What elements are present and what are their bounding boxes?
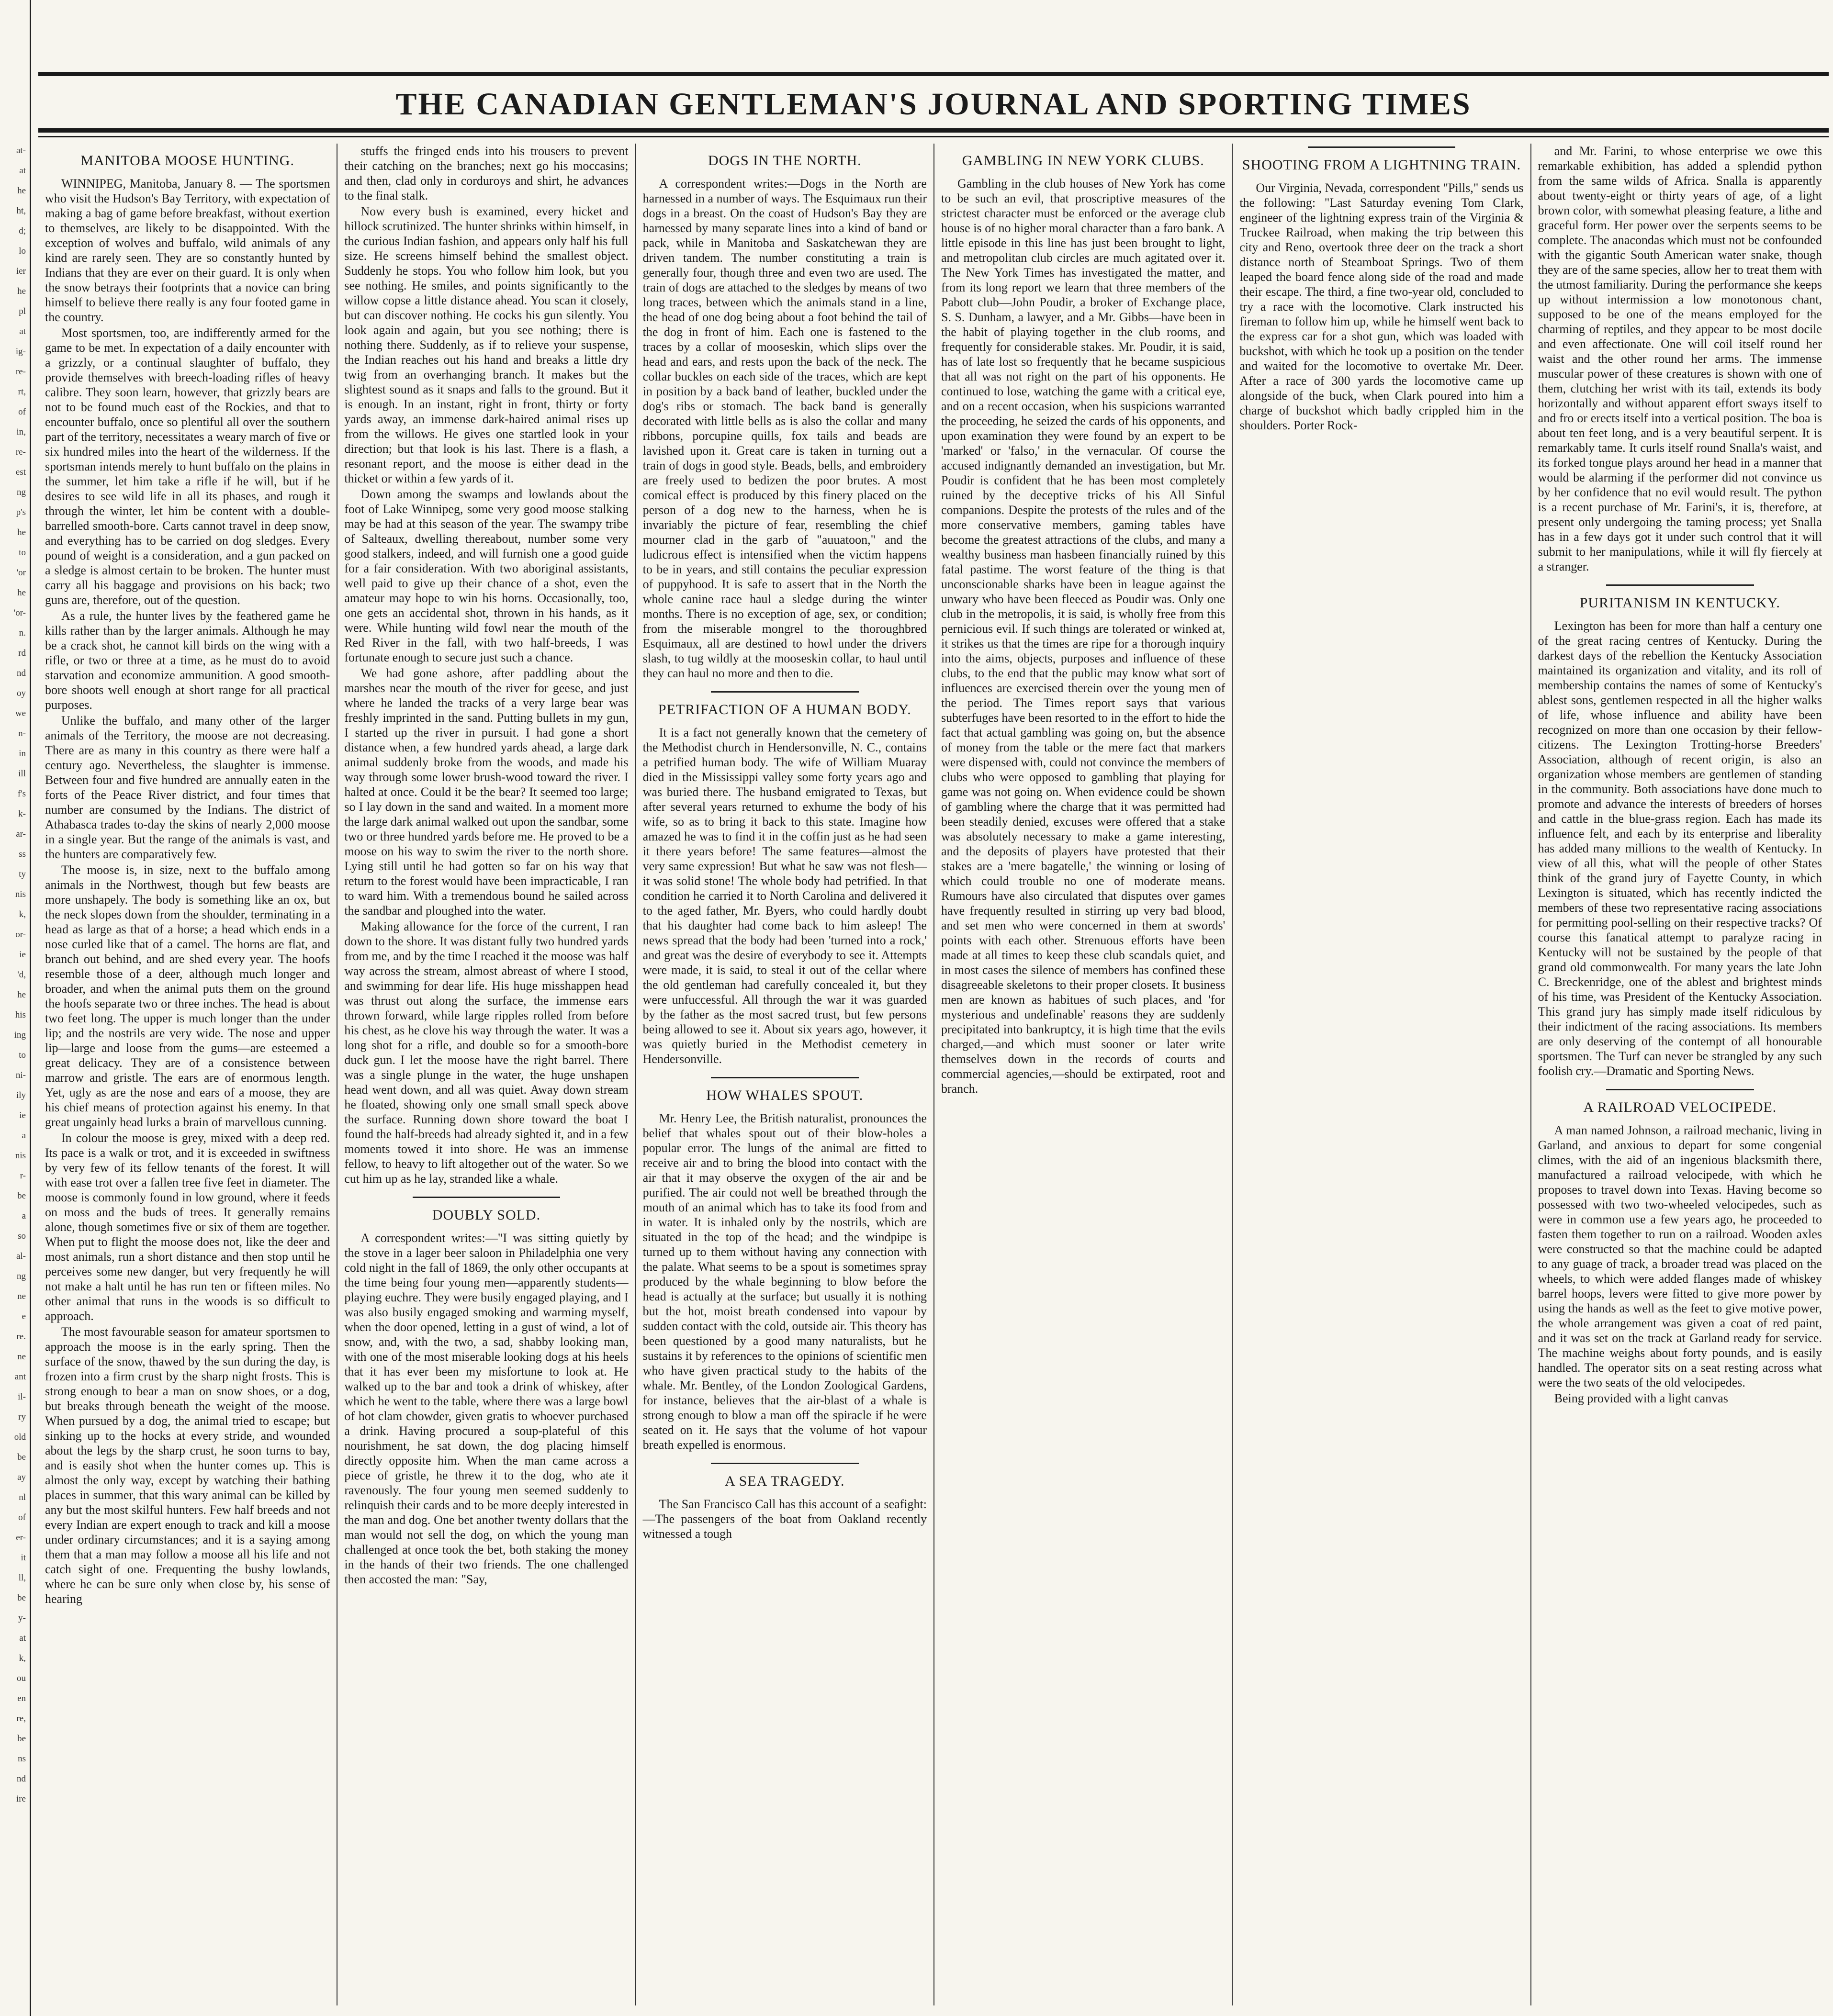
- article-paragraph: Being provided with a light canvas: [1554, 1391, 1728, 1405]
- gutter-fragment: re,: [16, 1714, 26, 1724]
- article-paragraph: The moose is, in size, next to the buffalo among animals in the Northwest, though but few beasts are more unshapely. The body is something like an ox, but the neck slopes down from the shoulder, terminating in a head as large as that of a horse; a head which ends in a nose curled like that of a camel. The horns are flat, and branch out behind, and are shed every year. The hoofs resemble those of a deer, although much longer and broader, and when the animal puts them on the ground the hoofs separate two or three inches. The head is about two feet long. The upper is much longer than the under lip; and the nostrils are very wide. The nose and upper lip—large and loose from the gums—are esteemed a great delicacy. They are of a consistence between marrow and gristle. The ears are of enormous length. Yet, ugly as are the nose and ears of a moose, they are his chief means of protection against his enemy. In that great ungainly head lurks a brain of marvellous cunning.: [45, 863, 330, 1129]
- gutter-fragment: old: [14, 1432, 26, 1442]
- article-paragraph: It is a fact not generally known that the cemetery of the Methodist church in Hendersonville, N. C., contains a petrified human body. The wife of William Muaray died in the Mississippi valley some forty years ago and was buried there. The husband emigrated to Texas, but after several years returned to exhume the body of his wife, so as to bring it back to this state. Imagine how amazed he was to find it in the coffin just as he had seen it there years before! The same features—almost the very same expression! But what he saw was not flesh—it was solid stone! The whole body had petrified. In that condition he carried it to North Carolina and delivered it to the aged father, Mr. Byers, who could hardly doubt that his daughter had come back to him asleep! The news spread that the body had been 'turned into a rock,' and great was the desire of everybody to see it. Attempts were made, it is said, to steal it out of the cellar where the old gentleman had carefully concealed it, but they were unfuccessful. All through the war it was guarded by the father as the most sacred trust, but few persons being allowed to see it. About six years ago, however, it was quietly buried in the Methodist cemetery in Hendersonville.: [642, 726, 927, 1066]
- article-body: [1239, 180, 1523, 433]
- article-paragraph: A man named Johnson, a railroad mechanic, living in Garland, and anxious to depart for some congenial climes, with the aid of an ingenious blacksmith there, manufactured a railroad velocipede, with which he proposes to travel down into Texas. Having become so possessed with two two-wheeled velocipedes, such as were in common use a few years ago, he proceeded to fasten them together to run on a railroad. Wooden axles were constructed so that the machine could be adapted to any guage of track, a broader tread was placed on the wheels, to which were added flanges made of whiskey barrel hoops, levers were fitted to give more power by using the hands as well as the feet to give motive power, the whole arrangement was given a coat of red paint, and it was set on the track at Garland ready for service. The machine weighs about forty pounds, and is easily handled. The operator sits on a seat resting across what were the two seats of the old velocipedes.: [1538, 1123, 1822, 1389]
- article-headline: A RAILROAD VELOCIPEDE.: [1583, 1099, 1777, 1115]
- gutter-fragment: he: [17, 990, 26, 1000]
- gutter-fragment: nd: [17, 1774, 26, 1784]
- gutter-fragment: ne: [17, 1352, 26, 1362]
- gutter-fragment: he: [17, 186, 26, 196]
- gutter-fragment: p's: [16, 507, 26, 517]
- column-4: [933, 144, 1232, 2005]
- article-paragraph: Our Virginia, Nevada, correspondent "Pills," sends us the following: "Last Saturday evening Tom Clark, engineer of the lightning express train of the Virginia & Truckee Railroad, when making the trip between this city and Reno, overtook three deer on the track a short distance north of Steamboat Springs. Two of them leaped the board fence along side of the road and made their escape. The third, a fine two-year old, concluded to try a race with the locomotive. Clark instructed his fireman to follow him up, while he himself went back to the express car for a shot gun, which was loaded with buckshot, with which he took up a position on the tender and waited for the locomotive to overtake Mr. Deer. After a race of 300 yards the locomotive came up alongside of the buck, when Clark poured into him a charge of buckshot which badly crippled him in the shoulders. Porter Rock-: [1239, 181, 1524, 432]
- adjacent-page-gutter: [0, 0, 31, 2016]
- gutter-fragment: er-: [16, 1533, 26, 1543]
- article-paragraph: stuffs the fringed ends into his trousers to prevent their catching on the branches; next go his moccasins; and then, clad only in corduroys and shirt, he advances to the final stalk.: [344, 144, 629, 202]
- article-body: [1538, 144, 1822, 574]
- gutter-fragment: we: [15, 708, 26, 718]
- article-paragraph: The most favourable season for amateur sportsmen to approach the moose is in the early spring. Then the surface of the snow, thawed by the sun during the day, is frozen into a firm crust by the sharp night frosts. This is strong enough to bear a man on snow shoes, or a dog, but breaks through beneath the weight of the moose. When pursued by a dog, the animal tried to escape; but sinking up to the hocks at every stride, and wounded about the legs by the sharp crust, he soon turns to bay, and is easily shot when the hunter comes up. This is almost the only way, except by watching their bathing places in summer, that this wary animal can be killed by any but the most skilful hunters. Few half breeds and not every Indian are expert enough to track and kill a moose under ordinary circumstances; and it is a saying among them that a man may follow a moose all his life and not catch sight of one. Frequenting the bushy lowlands, where he can be sure only when close by, his sense of hearing: [45, 1325, 330, 1606]
- gutter-fragment: nis: [15, 1151, 26, 1161]
- gutter-fragment: ire: [16, 1794, 26, 1804]
- gutter-fragment: he: [17, 588, 26, 598]
- gutter-fragment: his: [15, 1010, 26, 1020]
- gutter-fragment: rd: [18, 648, 26, 658]
- article-headline: HOW WHALES SPOUT.: [706, 1087, 864, 1103]
- gutter-fragment: ill: [18, 769, 26, 779]
- article-paragraph: Gambling in the club houses of New York has come to be such an evil, that proscriptive measures of the strictest character must be enforced or the average club house is of no higher moral character than a faro bank. A little episode in this line has just been brought to light, and metropolitan club circles are much agitated over it. The New York Times has investigated the matter, and from its long report we learn that three members of the Pabott club—John Poudir, a broker of Exchange place, S. S. Dunham, a lawyer, and a Mr. Gibbs—have been in the habit of playing together in the club rooms, and frequently for considerable stakes. Mr. Poudir, it is said, has of late lost so frequently that he became suspicious that all was not right on the part of his opponents. He continued to lose, watching the game with a critical eye, and on a recent occasion, when his suspicions warranted the proceeding, he seized the cards of his opponents, and upon examination they were found by an expert to be 'marked' or 'falso,' in the vernacular. Of course the accused indignantly demanded an investigation, but Mr. Poudir is confident that he has been most completely ruined by the deceptive tricks of his All Sinful companions. Despite the protests of the rules and of the more conservative members, gaming tables have become the greatest attractions of the clubs, and many a wealthy business man hasbeen financially ruined by this fatal pastime. The worst feature of the thing is that unconscionable sharks have been in league against the unwary who have been fleeced as Poudir was. Only one club in the metropolis, it is said, is wholly free from this pernicious evil. If such things are tolerated or winked at, it strikes us that the times are ripe for a thorough inquiry into the aims, objects, purposes and influence of these clubs, to the end that the public may know what sort of influences are exercised therein over the young men of the period. The Times report says that various subterfuges have been resorted to in the effort to hide the fact that actual gambling was going on, but the absence of money from the table or the mere fact that markers were dispensed with, could not convince the members of clubs who were opposed to gambling that playing for game was not going on. When evidence could be shown of gambling where the charge that it was permitted had been steadily denied, excuses were offered that a stake was absolutely necessary to make a game interesting, and the deposits of players have protested that their stakes are a 'mere bagatelle,' the winning or losing of which could trouble no one of moderate means. Rumours have also circulated that disputes over games have frequently resulted in stirring up very bad blood, and set men who were concerned in them at swords' points with each other. Strenuous efforts have been made at all times to keep these club scandals quiet, and in most cases the silence of members has confined these disagreeable skeletons to their proper closets. It business men are known as habitues of such places, and 'for mysterious and undefinable' reasons they are suddenly precipitated into bankruptcy, it is high time that the evils charged,—and which must sooner or later write themselves down in the records of courts and commercial agencies,—should be extirpated, root and branch.: [941, 177, 1226, 1096]
- article-paragraph: Down among the swamps and lowlands about the foot of Lake Winnipeg, some very good moose stalking may be had at this season of the year. The swampy tribe of Salteaux, dwelling thereabout, number some very good stalkers, indeed, and will furnish one a good guide for a fair consideration. With two aboriginal assistants, well paid to give up their chance of a shot, even the amateur may hope to win his horns. Occasionally, too, one gets an accidental shot, thrown in his hands, as it were. While hunting wild fowl near the mouth of the Red River in the fall, with two half-breeds, I was fortunate enough to secure just such a chance.: [344, 487, 629, 664]
- gutter-fragment: il-: [18, 1392, 26, 1402]
- article-divider: [413, 1197, 561, 1198]
- gutter-fragment: ou: [17, 1673, 26, 1683]
- gutter-fragment: ll,: [18, 1573, 26, 1583]
- article-paragraph: Lexington has been for more than half a century one of the great racing centres of Kentucky. During the darkest days of the rebellion the Kentucky Association maintained its organization and vitality, and its roll of membership contains the names of some of Kentucky's ablest sons, gentlemen respected in all the higher walks of life, whose influence and ability have been recognized on more than one occasion by their fellow-citizens. The Lexington Trotting-horse Breeders' Association, although of recent origin, is also an organization whose members are gentlemen of standing in the community. Both associations have done much to promote and advance the interests of breeders of horses and cattle in the blue-grass region. Each has made its influence felt, and each by its enterprise and liberality has added many millions to the wealth of Kentucky. In view of all this, what will the people of other States think of the grand jury of Fayette County, in which Lexington is situated, which has recently indicted the members of these two representative racing associations for permitting pool-selling on their respective tracks? Of course this fanatical attempt to paralyze racing in Kentucky will not be sustained by the people of that grand old commonwealth. For many years the late John C. Breckenridge, one of the ablest and brightest minds of his time, was President of the Kentucky Association. This grand jury has simply made itself ridiculous by their indictment of the racing associations. Its members are only deserving of the contempt of all honourable sportsmen. The Turf can never be strangled by any such foolish cry.—Dramatic and Sporting News.: [1538, 619, 1822, 1078]
- gutter-fragment: ht,: [16, 206, 26, 216]
- gutter-fragment: at: [19, 1633, 26, 1643]
- gutter-fragment: ss: [19, 849, 26, 859]
- column-3: [635, 144, 933, 2005]
- gutter-fragment: pl: [19, 306, 26, 316]
- article-body: [344, 1231, 628, 1587]
- gutter-fragment: ier: [16, 266, 26, 276]
- gutter-fragment: ant: [14, 1372, 26, 1382]
- gutter-fragment: en: [17, 1693, 26, 1703]
- gutter-fragment: be: [17, 1734, 26, 1744]
- gutter-fragment: d;: [19, 226, 26, 236]
- masthead-bottom-rule-thin: [38, 136, 1829, 137]
- gutter-fragment: of: [18, 407, 26, 417]
- gutter-fragment: in,: [16, 427, 26, 437]
- gutter-fragment: be: [17, 1452, 26, 1462]
- gutter-fragment: or-: [15, 930, 26, 940]
- article-paragraph: We had gone ashore, after paddling about the marshes near the mouth of the river for geese, and just where he landed the tracks of a very large bear was freshly imprinted in the sand. Putting bullets in my gun, I started up the river in pursuit. I had gone a short distance when, a few hundred yards ahead, a large dark animal suddenly broke from the woods, and made his way through some lower brush-wood toward the river. I halted at once. Could it be the bear? It seemed too large; so I lay down in the sand and waited. In a moment more the large dark animal walked out upon the sandbar, some two or three hundred yards before me. He proved to be a moose on his way to swim the river to the north shore. Lying still until he had gotten so far on his way that return to the forest would have been impracticable, I ran to ward him. With a tremendous bound he sailed across the sandbar and ploughed into the water.: [344, 666, 629, 918]
- gutter-fragment: nis: [15, 889, 26, 899]
- gutter-fragment: al-: [16, 1251, 26, 1261]
- gutter-fragment: ing: [14, 1030, 26, 1040]
- article-body: [643, 1497, 927, 1541]
- gutter-fragment: to: [19, 1050, 26, 1060]
- gutter-fragment: ily: [16, 1090, 26, 1100]
- article-divider: [1606, 1089, 1754, 1090]
- gutter-fragment: k,: [19, 1653, 26, 1663]
- gutter-fragment: ng: [17, 1271, 26, 1281]
- gutter-fragment: a: [22, 1211, 26, 1221]
- gutter-fragment: at-: [16, 146, 26, 156]
- article-body: [1538, 618, 1822, 1078]
- article-body: [941, 176, 1225, 1096]
- gutter-fragment: f's: [17, 789, 26, 799]
- gutter-fragment: he: [17, 286, 26, 296]
- gutter-fragment: it: [21, 1553, 26, 1563]
- gutter-fragment: est: [15, 467, 26, 477]
- gutter-fragment: at: [19, 166, 26, 176]
- article-paragraph: In colour the moose is grey, mixed with a deep red. Its pace is a walk or trot, and it is exceeded in swiftness by very few of its fellow tenants of the forest. It will with ease trot over a fallen tree five feet in diameter. The moose is commonly found in low ground, where it feeds on moss and the buds of trees. It generally remains alone, though sometimes five or six of them are together. When put to flight the moose does not, like the deer and most animals, run a short distance and then stop until he perceives some new danger, but very frequently he will not make a halt until he has run ten or fifteen miles. No other animal that runs in the woods is so difficult to approach.: [45, 1131, 330, 1323]
- article-paragraph: Making allowance for the force of the current, I ran down to the shore. It was distant fully two hundred yards from me, and by the time I reached it the moose was half way across the stream, almost abreast of where I stood, and swimming for dear life. His huge misshappen head was thrust out along the surface, the immense ears thrown forward, while large ripples rolled from before his chest, as he clove his way through the water. It was a long shot for a rifle, and double so for a smooth-bore duck gun. I let the moose have the right barrel. There was a single plunge in the water, the huge unshapen head went down, and all was quiet. Away down stream he floated, showing only one small small speck above the surface. Running down shore toward the boat I found the half-breeds had already sighted it, and in a few moments towed it into shore. He was an immense fellow, to heavy to lift altogether out of the water. So we cut him up as he lay, stranded like a whale.: [344, 919, 629, 1186]
- gutter-fragment: ng: [17, 487, 26, 497]
- article-paragraph: Now every bush is examined, every hicket and hillock scrutinized. The hunter shrinks within himself, in the curious Indian fashion, and appears only half his full size. He screens himself behind the smallest object. Suddenly he stops. You who follow him look, but you see nothing. He smiles, and points significantly to the willow copse a little distance ahead. You scan it closely, but can discover nothing. He cocks his gun silently. You look again and again, but you see nothing; there is nothing there. Suddenly, as if to relieve your suspense, the Indian reaches out his hand and breaks a little dry twig from an overhanging branch. It makes but the slightest sound as it snaps and falls to the ground. But it is enough. In an instant, right in front, thirty or forty yards away, an immense dark-haired animal rises up from the willows. He gives one startled look in your direction; but that look is his last. There is a flash, a resonant report, and the moose is either dead in the thicket or within a few yards of it.: [344, 204, 629, 485]
- masthead-bottom-rule: [38, 128, 1829, 133]
- gutter-fragment: 'd,: [17, 970, 26, 980]
- article-paragraph: As a rule, the hunter lives by the feathered game he kills rather than by the larger animals. Although he may be a crack shot, he cannot kill birds on the wing with a rifle, or two or three at a time, as he must do to avoid starvation and economize ammunition. A good smooth-bore shoots well enough at short range for all practical purposes.: [45, 609, 330, 712]
- gutter-fragment: ar-: [16, 829, 26, 839]
- gutter-fragment: nd: [17, 668, 26, 678]
- gutter-fragment: 'or-: [13, 608, 26, 618]
- article-paragraph: The San Francisco Call has this account of a seafight:—The passengers of the boat from Oakland recently witnessed a tough: [642, 1497, 927, 1541]
- gutter-fragment: at: [19, 326, 26, 336]
- masthead-top-rule: [38, 72, 1829, 76]
- gutter-fragment: re-: [15, 447, 26, 457]
- gutter-fragment: ty: [19, 869, 26, 879]
- article-divider: [711, 1077, 859, 1078]
- article-headline: PETRIFACTION OF A HUMAN BODY.: [658, 702, 911, 717]
- gutter-fragment: to: [19, 548, 26, 558]
- gutter-fragment: of: [18, 1512, 26, 1523]
- gutter-fragment: 'or: [16, 568, 26, 578]
- gutter-fragment: y-: [18, 1613, 26, 1623]
- article-paragraph: A correspondent writes:—"I was sitting quietly by the stove in a lager beer saloon in Philadelphia one very cold night in the fall of 1869, the only other occupants at the time being four young men—apparently students—playing euchre. They were busily engaged playing, and I was also busily engaged smoking and warming myself, when the door opened, letting in a gust of wind, a lot of snow, and, with the two, a sad, shabby looking man, with one of the most miserable looking dogs at his heels that it has ever been my misfortune to look at. He walked up to the bar and took a drink of whiskey, after which he went to the table, where there was a large bowl of hot clam chowder, given gratis to whoever purchased a drink. Having procured a soup-plateful of this nourishment, he sat down, the dog placing himself directly opposite him. When the man came across a piece of gristle, he threw it to the dog, who ate it ravenously. The four young men seemed suddenly to relinquish their cards and to be more deeply interested in the man and dog. One bet another twenty dollars that the man would not sell the dog, on which the young man challenged at once took the bet, both staking the money in the hands of their two friends. The one challenged then accosted the man: "Say,: [344, 1231, 629, 1586]
- article-body: [643, 725, 927, 1066]
- article-headline: DOGS IN THE NORTH.: [708, 153, 862, 168]
- article-headline: MANITOBA MOOSE HUNTING.: [80, 153, 294, 168]
- gutter-fragment: k,: [19, 909, 26, 919]
- gutter-fragment: e: [22, 1311, 26, 1322]
- gutter-fragment: in: [19, 749, 26, 759]
- gutter-fragment: so: [18, 1231, 26, 1241]
- column-1: [38, 144, 337, 2005]
- article-body: [643, 1111, 927, 1452]
- article-headline: DOUBLY SOLD.: [432, 1207, 541, 1223]
- gutter-fragment: r-: [20, 1171, 26, 1181]
- masthead-title: THE CANADIAN GENTLEMAN'S JOURNAL AND SPORTING TIMES: [395, 87, 1472, 122]
- gutter-fragment: k-: [18, 809, 26, 819]
- gutter-fragment: ni-: [15, 1070, 26, 1080]
- article-paragraph: Unlike the buffalo, and many other of the larger animals of the Territory, the moose are not decreasing. There are as many in this country as there were half a century ago. Nevertheless, the slaughter is immense. Between four and five hundred are annually eaten in the forts of the Peace River district, and four times that number are consumed by the Indians. The district of Athabasca trades to-day the skins of nearly 2,000 moose in a single year. But the range of the animals is vast, and the hunters are comparatively few.: [45, 714, 330, 861]
- gutter-fragment: be: [17, 1593, 26, 1603]
- article-paragraph: A correspondent writes:—Dogs in the North are harnessed in a number of ways. The Esquimaux run their dogs in a breast. On the coast of Hudson's Bay they are harnessed by many separate lines into a kind of band or pack, while in Manitoba and Saskatchewan they are driven tandem. The number constituting a train is generally four, though three and even two are used. The train of dogs are attached to the sledges by means of two long traces, between which the animals stand in a line, the head of one dog being about a foot behind the tail of the dog in front of him. Each one is fastened to the traces by a collar of mooseskin, which slips over the head and ears, and rests upon the back of the neck. The collar buckles on each side of the traces, which are kept in position by a back band of leather, buckled under the dog's ribs or stomach. The back band is generally decorated with little bells as is also the collar and many ribbons, porcupine quills, fox tails and beads are lavished upon it. Great care is taken in turning out a train of dogs in good style. Beads, bells, and embroidery are freely used to bedizen the poor brutes. A most comical effect is produced by this finery placed on the person of a dog new to the harness, when he is invariably the picture of fear, resembling the chief mourner clad in the garb of "auuatoon," and the ludicrous effect is intensified when the victim happens to be in years, and still contains the peculiar expression of puppyhood. It is safe to assert that in the North the whole canine race haul a sledge during the winter months. There is no exception of age, sex, or condition; from the miserable mongrel to the thoroughbred Esquimaux, all are destined to howl under the drivers slash, to tug wildly at the mooseskin collar, to haul until they can haul no more and then to die.: [642, 177, 927, 680]
- gutter-fragment: be: [17, 1191, 26, 1201]
- article-body: [344, 144, 628, 1186]
- gutter-fragment: ay: [17, 1472, 26, 1482]
- gutter-fragment: ne: [17, 1291, 26, 1301]
- article-body: [45, 176, 330, 1606]
- newspaper-columns: [38, 144, 1829, 2005]
- gutter-fragment: ie: [19, 950, 26, 960]
- article-divider: [1308, 146, 1456, 148]
- article-divider: [1606, 584, 1754, 586]
- gutter-fragment: a: [22, 1131, 26, 1141]
- article-divider: [711, 691, 859, 693]
- gutter-fragment: he: [17, 527, 26, 538]
- article-body: [1538, 1123, 1822, 1406]
- gutter-fragment: n-: [18, 728, 26, 739]
- article-headline: GAMBLING IN NEW YORK CLUBS.: [962, 153, 1204, 168]
- article-paragraph: Most sportsmen, too, are indifferently armed for the game to be met. In expectation of a daily encounter with a grizzly, or a continual slaughter of buffalo, they provide themselves with breech-loading rifles of heavy calibre. They soon learn, however, that grizzly bears are not to be found much east of the Rockies, and that to encounter buffalo, once so plentiful all over the southern part of the territory, necessitates a weary march of five or six hundred miles into the heart of the wilderness. If the sportsman intends merely to hunt buffalo on the plains in the summer, let him take a rifle if he will, but if he desires to see wild life in all its phases, and rough it through the winter, let him be content with a double-barrelled smooth-bore. Carts cannot travel in deep snow, and everything has to be carried on dog sledges. Every pound of weight is a consideration, and a gun packed on a sledge is almost certain to be broken. The hunter must carry all his baggage and provisions on his back; two guns are, therefore, out of the question.: [45, 326, 330, 607]
- article-divider: [711, 1463, 859, 1464]
- column-5: [1232, 144, 1530, 2005]
- article-paragraph: WINNIPEG, Manitoba, January 8. — The sportsmen who visit the Hudson's Bay Territory, with expectation of making a bag of game before breakfast, without exertion to themselves, are likely to be disappointed. With the exception of wolves and buffalo, wild animals of any kind are rarely seen. They are so constantly hunted by Indians that they are ever on their guard. It is only when the snow betrays their footprints that a novice can bring himself to believe there really is any four footed game in the country.: [45, 177, 330, 324]
- gutter-fragment: re.: [16, 1332, 26, 1342]
- gutter-fragment: rt,: [18, 387, 26, 397]
- gutter-fragment: ns: [18, 1754, 26, 1764]
- gutter-fragment: re-: [15, 367, 26, 377]
- gutter-fragment: oy: [17, 688, 26, 698]
- article-headline: SHOOTING FROM A LIGHTNING TRAIN.: [1242, 157, 1521, 173]
- gutter-fragment: ie: [19, 1110, 26, 1120]
- column-2: [337, 144, 635, 2005]
- gutter-fragment: ry: [18, 1412, 26, 1422]
- article-headline: A SEA TRAGEDY.: [725, 1473, 845, 1489]
- gutter-fragment: lo: [19, 246, 26, 256]
- article-headline: PURITANISM IN KENTUCKY.: [1579, 595, 1780, 611]
- article-paragraph: Mr. Henry Lee, the British naturalist, pronounces the belief that whales spout out of their blow-holes a popular error. The lungs of the animal are fitted to receive air and to bring the blood into contact with the air that it may observe the oxygen of the air and be purified. The air could not well be breathed through the mouth of an animal which has to take its food from and in water. It is inhaled only by the nostrils, which are situated in the top of the head; and the windpipe is turned up to them without having any connection with the palate. What seems to be a spout is sometimes spray produced by the whale beginning to blow before the head is actually at the surface; but usually it is nothing but the hot, moist breath condensed into vapour by sudden contact with the cold, outside air. This theory has been questioned by a good many naturalists, but he sustains it by references to the opinions of scientific men who have given practical study to the habits of the whale. Mr. Bentley, of the London Zoological Gardens, for instance, believes that the air-blast of a whale is strong enough to blow a man off the spiracle if he were seated on it. He says that the volume of hot vapour breath expelled is enormous.: [642, 1111, 927, 1452]
- article-paragraph: and Mr. Farini, to whose enterprise we owe this remarkable exhibition, has added a splendid python from the same wilds of Africa. Snalla is apparently about twenty-eight or thirty years of age, of a light brown color, with somewhat pleasing feature, a lithe and graceful form. Her power over the serpents seems to be complete. The anacondas which must not be confounded with the gigantic South American water snake, though they are of the same species, allow her to treat them with the utmost familiarity. During the performance she keeps up without intermission a low monotonous chant, supposed to be one of the means employed for the charming of reptiles, and they appear to be most docile and even affectionate. One will coil itself round her waist and the other round her arms. The immense muscular power of these creatures is shown with one of them, clutching her wrist with its tail, extends its body horizontally and without apparent effort sways itself to and fro or erects itself into a vertical position. The boa is about ten feet long, and is a very beautiful serpent. It is remarkably tame. It curls itself round Snalla's waist, and its forked tongue plays around her head in a manner that would be alarming if the performer did not convince us by her confidence that no evil would result. The python is a recent purchase of Mr. Farini's, it is, therefore, at present only undergoing the taming process; yet Snalla has in a few days got it under such control that it will submit to her manipulations, while it will fly fiercely at a stranger.: [1538, 144, 1822, 573]
- gutter-fragment: n.: [19, 628, 26, 638]
- gutter-fragment: ig-: [15, 347, 26, 357]
- column-6: [1530, 144, 1829, 2005]
- gutter-fragment: nl: [19, 1492, 26, 1502]
- article-body: [643, 176, 927, 681]
